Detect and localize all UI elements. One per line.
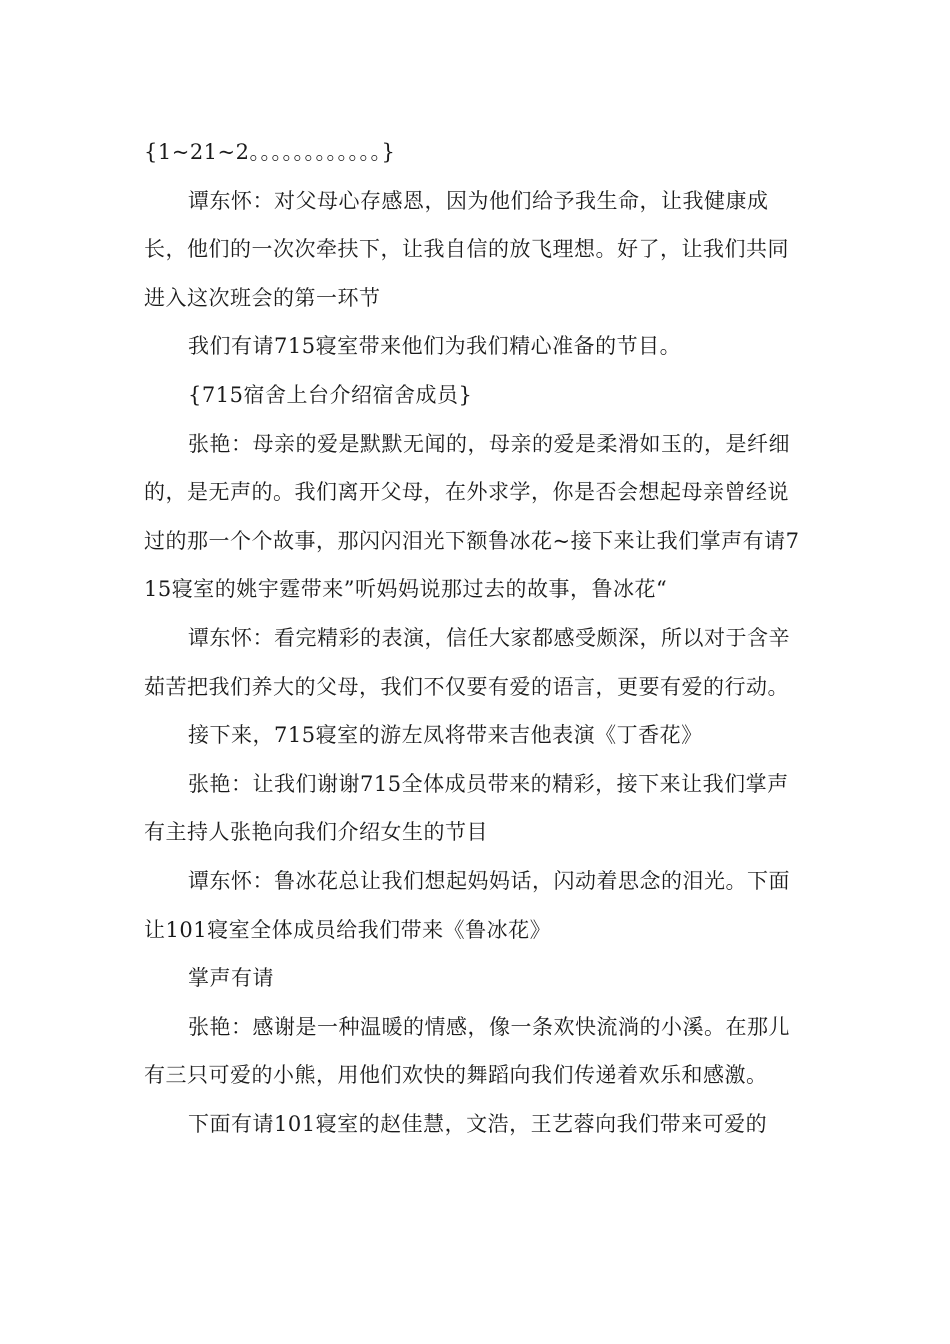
paragraph-2: 谭东怀：对父母心存感恩，因为他们给予我生命，让我健康成长，他们的一次次牵扶下，让我自信的放飞理想。好了，让我们共同进入这次班会的第一环节 xyxy=(144,188,789,310)
paragraph-9: 谭东怀：鲁冰花总让我们想起妈妈话，闪动着思念的泪光。下面让101寝室全体成员给我们带来《鲁冰花》 xyxy=(144,868,790,942)
paragraph-1: {1~21~2。。。。。。。。。。。。} xyxy=(144,140,396,164)
paragraph-8: 张艳：让我们谢谢715全体成员带来的精彩，接下来让我们掌声有主持人张艳向我们介绍女生的节目 xyxy=(144,771,789,845)
document-body xyxy=(144,128,808,1148)
paragraph-7: 接下来，715寝室的游左凤将带来吉他表演《丁香花》 xyxy=(188,723,703,748)
paragraph-3: 我们有请715寝室带来他们为我们精心准备的节目。 xyxy=(188,334,682,359)
paragraph-12: 下面有请101寝室的赵佳慧，文浩，王艺蓉向我们带来可爱的 xyxy=(188,1111,768,1136)
paragraph-10: 掌声有请 xyxy=(188,966,274,991)
paragraph-5: 张艳：母亲的爱是默默无闻的，母亲的爱是柔滑如玉的，是纤细的，是无声的。我们离开父母，在外求学，你是否会想起母亲曾经说过的那一个个故事，那闪闪泪光下额鲁冰花~接下来让我们掌声有请715寝室的姚宇霆带来”听妈妈说那过去的故事，鲁冰花“ xyxy=(144,431,800,602)
paragraph-4: {715宿舍上台介绍宿舍成员} xyxy=(188,382,473,407)
paragraph-11: 张艳：感谢是一种温暖的情感，像一条欢快流淌的小溪。在那儿有三只可爱的小熊，用他们欢快的舞蹈向我们传递着欢乐和感激。 xyxy=(144,1014,790,1088)
paragraph-6: 谭东怀：看完精彩的表演，信任大家都感受颇深，所以对于含辛茹苦把我们养大的父母，我们不仅要有爱的语言，更要有爱的行动。 xyxy=(144,625,790,699)
